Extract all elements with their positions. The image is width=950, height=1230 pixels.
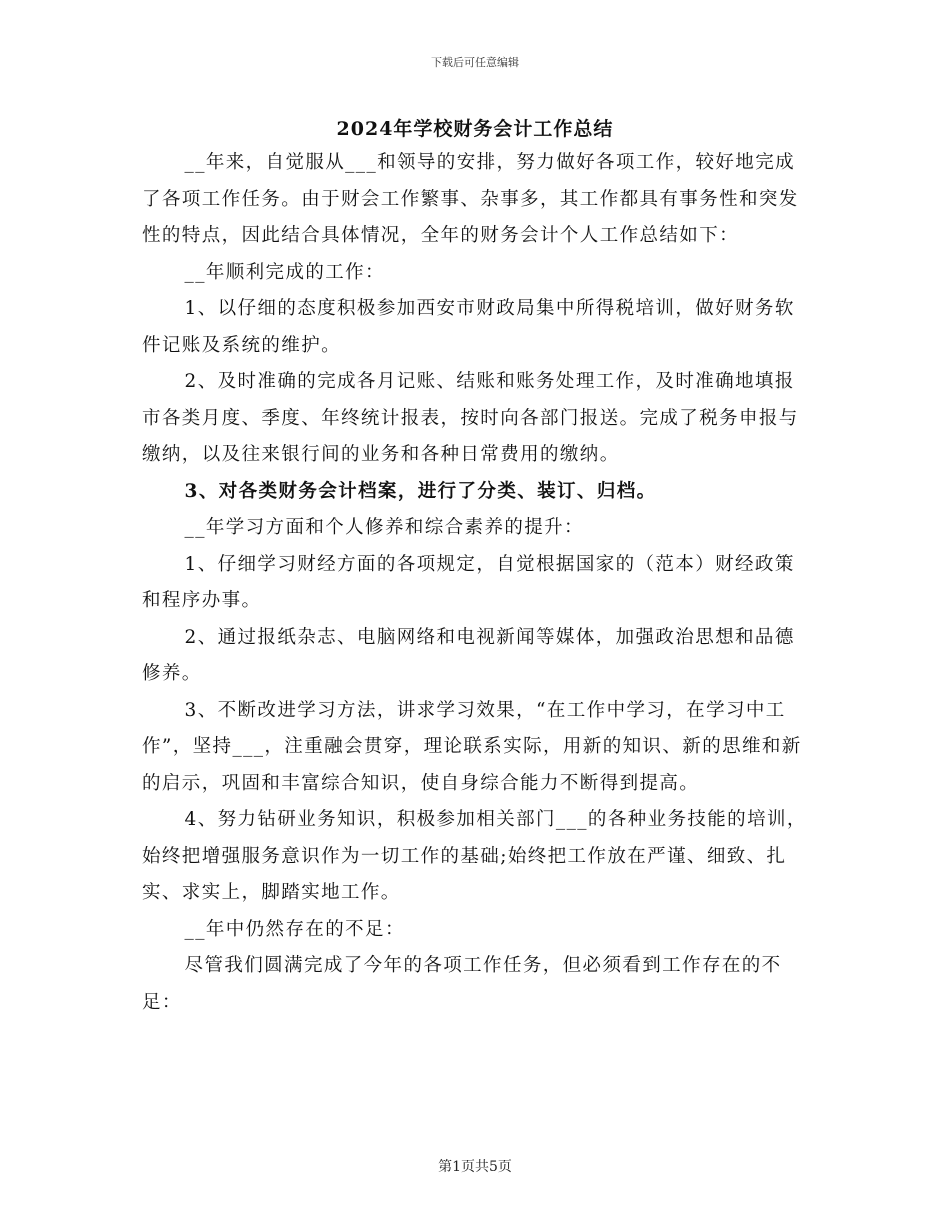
document-title: 2024年学校财务会计工作总结 bbox=[336, 118, 614, 140]
page-header: 下载后可任意编辑 bbox=[431, 56, 519, 69]
paragraph-learning-4: 4、努力钻研业务知识，积极参加相关部门___的各种业务技能的培训，始终把增强服务意识作为一切工作的基础;始终把工作放在严谨、细致、扎实、求实上，脚踏实地工作。 bbox=[142, 809, 807, 903]
paragraph-item-3: 3、对各类财务会计档案，进行了分类、装订、归档。 bbox=[184, 480, 657, 502]
paragraph-intro: __年来，自觉服从___和领导的安排，努力做好各项工作，较好地完成了各项工作任务。由于财会工作繁事、杂事多，其工作都具有事务性和突发性的特点，因此结合具体情况，全年的财务会计个人工作总结如下： bbox=[142, 152, 799, 246]
section-heading-completed-work: __年顺利完成的工作： bbox=[184, 261, 385, 283]
paragraph-learning-1: 1、仔细学习财经方面的各项规定，自觉根据国家的（范本）财经政策和程序办事。 bbox=[142, 553, 795, 611]
paragraph-learning-3: 3、不断改进学习方法，讲求学习效果，“在工作中学习，在学习中工作”，坚持___，注重融会贯穿，理论联系实际，用新的知识、新的思维和新的启示，巩固和丰富综合知识，使自身综合能力不断得到提高。 bbox=[142, 699, 802, 794]
section-heading-learning: __年学习方面和个人修养和综合素养的提升： bbox=[184, 517, 584, 538]
paragraph-shortcomings: 尽管我们圆满完成了今年的各项工作任务，但必须看到工作存在的不足： bbox=[142, 955, 782, 1013]
paragraph-item-1: 1、以仔细的态度积极参加西安市财政局集中所得税培训，做好财务软件记账及系统的维护。 bbox=[142, 298, 795, 356]
page-footer: 第1页共5页 bbox=[438, 1159, 512, 1175]
paragraph-item-2: 2、及时准确的完成各月记账、结账和账务处理工作，及时准确地填报市各类月度、季度、年终统计报表，按时向各部门报送。完成了税务申报与缴纳，以及往来银行间的业务和各种日常费用的缴纳。 bbox=[142, 371, 799, 465]
paragraph-learning-2: 2、通过报纸杂志、电脑网络和电视新闻等媒体，加强政治思想和品德修养。 bbox=[142, 626, 795, 684]
section-heading-shortcomings: __年中仍然存在的不足： bbox=[184, 918, 405, 940]
document-body bbox=[142, 145, 814, 1021]
